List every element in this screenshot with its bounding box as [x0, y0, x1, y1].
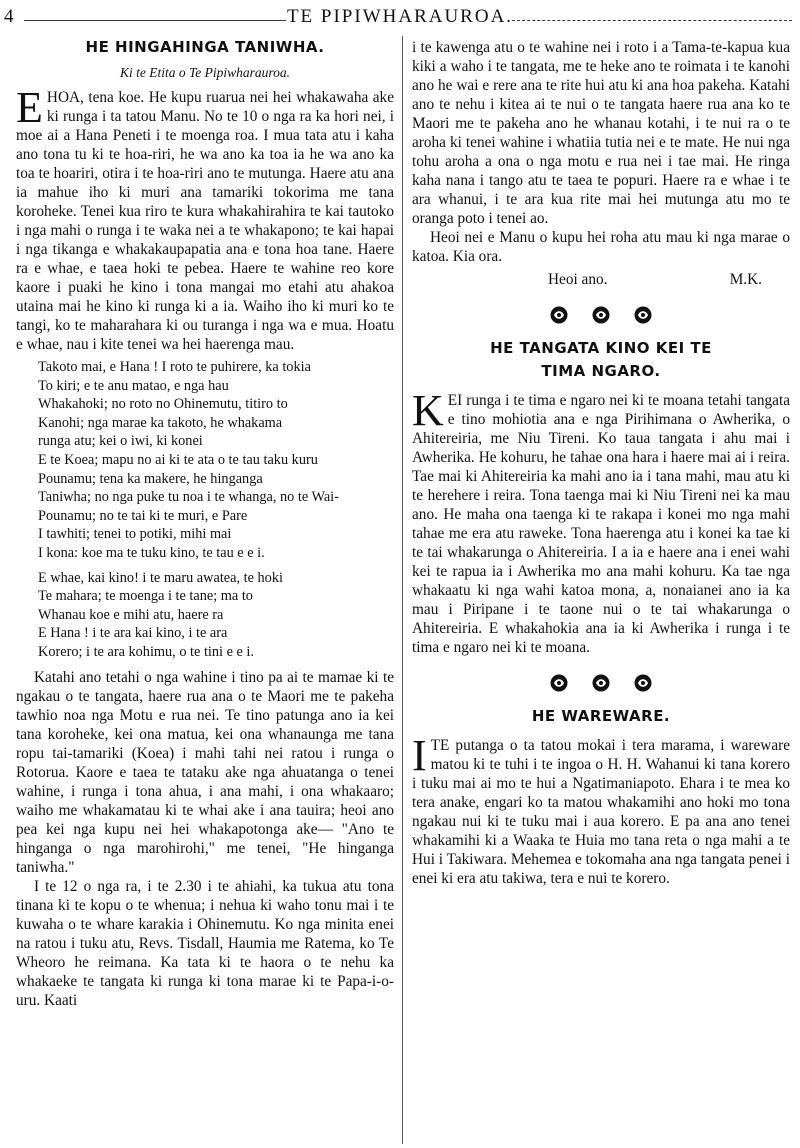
poem-line: Pounamu; no te tai ki te muri, e Pare — [38, 507, 248, 524]
ornament-row-1 — [412, 305, 790, 325]
poem-line: Whanau koe e mihi atu, haere ra — [38, 606, 224, 623]
article1-paragraph-5: Heoi nei e Manu o kupu hei roha atu mau ki nga marae o katoa. Kia ora. — [412, 229, 790, 265]
article1-poem — [38, 358, 394, 662]
poem-line: E te Koea; mapu no ai ki te ata o te tau taku kuru — [38, 451, 318, 468]
article1-paragraph-2: Katahi ano tetahi o nga wahine i tino pa ai te mamae ki te ngakau o te tangata, haere rua ana o te Maori me te pakeha tawhio noa nga Motu e rua nei. Te tino patunga ano ia kei tana koroheke, kei ona matua, kei ona whanaunga me tana ropu tai-tamariki (Koea) i mahi tahi nei ratou i runga o Rotorua. Kaore e taea te tataku ake nga ahuatanga o tenei wahine, i runga i tona ahua, i ana mahi, i ona whakaaro; waiho me whakamatau ki te whai ake i ana tauira; heoi ano pea kei nga kupu nei hei whakapotonga ake— "Ano te hinganga o nga marohirohi," me tenei, "He hinganga taniwha." — [16, 668, 394, 876]
poem-line: Taniwha; no nga puke tu noa i te whanga, no te Wai- — [38, 489, 339, 506]
fern-ornament-icon — [549, 673, 569, 693]
article1-dropcap: E — [16, 83, 43, 132]
article1-paragraph-1: EHOA, tena koe. He kupu ruarua nei hei whakawaha ake ki runga i ta tatou Manu. No te 10 o nga ra ka hori nei, i moe ai a Hana Peneti i te moenga roa. I mua tata atu i kaha ano tona tu ki te hoa-riri, he wa ano ka toa ia he wa ano ka toa te hoariri, otira i te hoa-riri ano te mutunga. Haere atu ana ia mahue iho ki muri ana tamariki tokorima me tana koroheke. Tenei kua riro te kura whakahirahira te kai tautoko i nga mahi o runga i te waka nei a te whakapono; te kai hapai i nga tikanga e whakakaupapatia ana e tona hoa tane. Haere ra e whae, e taea hoki te pebea. Haere te wahine reo kore kaore i puaki he kino i tona mangai mo etahi atu ahakoa utaina mai he kino ki runga ki a ia. Waiho iho ki muri ko te tangi, ko te maharahara ki ou turanga i nga wa e mua. Hoatu e whae, nau i kite tenei wa hei haerenga mau. — [16, 83, 394, 353]
poem-line: I kona: koe ma te tuku kino, te tau e e i. — [38, 544, 265, 561]
article3-title: HE WAREWARE. — [531, 707, 671, 725]
article2-title-line2: TIMA NGARO. — [541, 362, 661, 380]
poem-line: Pounamu; tena ka makere, he hinganga — [38, 470, 263, 487]
article1-subtitle: Ki te Etita o Te Pipiwharauroa. — [119, 65, 290, 80]
fern-ornament-icon — [633, 305, 653, 325]
poem-line: Takoto mai, e Hana ! I roto te puhirere, ka tokia — [38, 359, 311, 375]
fern-ornament-icon — [633, 673, 653, 693]
article3-body: ITE putanga o ta tatou mokai i tera marama, i wareware matou ki te tuhi i te ingoa o H. H. Wahanui ki tana korero i tuku mai ai mo te hui a Ngatimaniapoto. Ehara i te mea ko tera anake, engari ko ta matou whakamihi ano hoki mo tona ngakau nui ki te tuku mai i aua korero. E pa ana ano tenei whakamihi ki a Waaka te Huia mo tana reta o nga mahi a te Hui i Takiwara. Mehemea e tokomaha ana nga tangata penei i enei ki era atu takiwa, tera e nui te korero. — [412, 731, 790, 887]
article1-paragraph-3: I te 12 o nga ra, i te 2.30 i te ahiahi, ka tukua atu tona tinana ki te kopu o te whenua; i nehua ki waho tonu mai i te kuwaha o te whare karakia i Ohinemutu. Ko nga minita enei na ratou i tuku atu, Revs. Tisdall, Haumia me Ratema, ko Te Wheoro he reimana. Ka tata ki te haora o te nehu ka whakaeke te tangata ki runga ki tona marae ki te Papa-i-o-uru. Kaati — [16, 877, 394, 1009]
poem-line: Te mahara; te moenga i te tane; ma to — [38, 588, 253, 605]
poem-line: Whakahoki; no roto no Ohinemutu, titiro to — [38, 396, 288, 413]
page-number: 4 — [4, 6, 14, 27]
article1-closing: Heoi ano. — [548, 271, 608, 288]
article1-title: HE HINGAHINGA TANIWHA. — [85, 38, 325, 56]
column-divider — [402, 36, 403, 1144]
article2-dropcap: K — [412, 386, 444, 435]
running-title: TE PIPIWHARAUROA. — [286, 6, 514, 27]
article3-dropcap: I — [412, 731, 427, 780]
poem-line: Korero; i te ara kohimu, o te tini e e i. — [38, 643, 254, 660]
poem-line: runga atu; kei o iwi, ki konei — [38, 433, 203, 450]
poem-line: Kanohi; nga marae ka takoto, he whakama — [38, 414, 283, 431]
article1-paragraph-4: i te kawenga atu o te wahine nei i roto i a Tama-te-kapua kua kiki a waho i te tangata, me te heke ano te roimata i te kanohi ano he wai e rere ana te rite hui atu ki ana hoa pakeha. Katahi ano te nehu i kitea ai te nui o te tangata haere rua ana ko te Maori me te pakeha ano he whanau kotahi, i te nui ra o te aroha ki tenei wahine i whatiia tutia nei e te mate. He nui nga tohu aroha a ona o nga motu e rua nei i tae mai. He ringa kaha nana i tango atu te taea te popuri. Haere ra e whae i te ara whanui, i te ara kua rite mai hei mutunga atu mo te oranga poto i tenei ao. — [412, 39, 790, 227]
article1-author: M.K. — [729, 271, 762, 288]
right-column — [412, 38, 790, 888]
poem-line: To kiri; e te anu matao, e nga hau — [38, 377, 229, 394]
article1-signoff — [412, 270, 790, 289]
ornament-row-2 — [412, 673, 790, 693]
article2-title-line1: HE TANGATA KINO KEI TE — [490, 339, 712, 357]
article2-body: KEI runga i te tima e ngaro nei ki te moana tetahi tangata e tino mohiotia ana e nga Pirihimana o Awherika, o Ahitereiria, me Niu Tireni. Ko taua tangata i ahu mai i Awherika. He kohuru, he tahae ona hara i haere mai ai i reira. Tae mai ki Ahitereiria ka mahi ano ia i tana mahi, mau atu ki te herehere i reira. Tona taenga mai ki Niu Tireni nei ka mau ano. He maha ona taenga ki te rakapa i konei mo nga mahi tahae me era atu raweke. Tona haerenga atu i konei ka tae ki te tai whakarunga o Ahitereiria. I a ia e haere ana i enei wahi kei te rapua ia i Awherika mo ana mahi kohuru. Ka tae nga whakaatu ki nga wahi katoa mona, a, nonaianei ano ia ka mau i Piripane i te taone nui o te tai whakarunga o Ahitereiria. E whakahokia ana ia ki Awherika i runga i te tima e ngaro nei ki te moana. — [412, 386, 790, 656]
poem-line: E Hana ! i te ara kai kino, i te ara — [38, 625, 228, 642]
page-header — [0, 4, 800, 32]
fern-ornament-icon — [591, 305, 611, 325]
fern-ornament-icon — [591, 673, 611, 693]
poem-line: I tawhiti; tenei to potiki, mihi mai — [38, 526, 232, 543]
poem-line: E whae, kai kino! i te maru awatea, te hoki — [38, 569, 283, 586]
left-column — [16, 38, 394, 1010]
fern-ornament-icon — [549, 305, 569, 325]
header-rule-right — [512, 20, 792, 21]
